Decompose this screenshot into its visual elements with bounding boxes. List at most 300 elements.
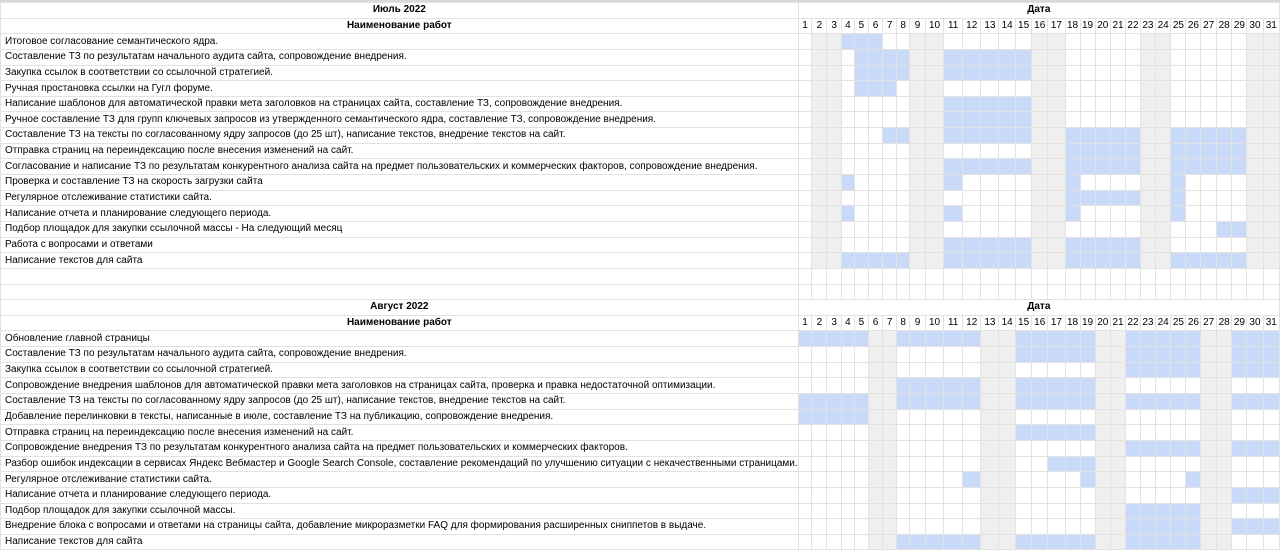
day-cell[interactable] [1048, 503, 1065, 519]
day-cell[interactable] [798, 206, 812, 222]
day-cell[interactable] [910, 112, 926, 128]
day-cell[interactable] [1247, 143, 1263, 159]
day-cell[interactable] [910, 425, 926, 441]
day-cell[interactable] [1048, 237, 1065, 253]
day-cell[interactable] [1201, 440, 1217, 456]
scheduled-day-cell[interactable] [999, 237, 1016, 253]
scheduled-day-cell[interactable] [1247, 487, 1263, 503]
empty-cell[interactable] [981, 268, 999, 284]
day-cell[interactable] [999, 331, 1016, 347]
day-cell[interactable] [897, 34, 910, 50]
day-cell[interactable] [1032, 237, 1048, 253]
day-cell[interactable] [1263, 378, 1279, 394]
scheduled-day-cell[interactable] [1048, 394, 1065, 410]
day-cell[interactable] [1263, 409, 1279, 425]
day-cell[interactable] [1263, 190, 1279, 206]
day-cell[interactable] [1140, 487, 1155, 503]
day-cell[interactable] [1095, 112, 1111, 128]
day-cell[interactable] [1032, 159, 1048, 175]
scheduled-day-cell[interactable] [981, 253, 999, 269]
scheduled-day-cell[interactable] [1016, 331, 1032, 347]
day-cell[interactable] [798, 519, 812, 535]
day-cell[interactable] [827, 347, 841, 363]
day-cell[interactable] [1232, 49, 1247, 65]
day-cell[interactable] [798, 221, 812, 237]
day-cell[interactable] [999, 503, 1016, 519]
day-cell[interactable] [1201, 190, 1217, 206]
day-header[interactable]: 20 [1095, 18, 1111, 34]
task-name[interactable]: Написание текстов для сайта [1, 534, 799, 550]
day-cell[interactable] [883, 394, 897, 410]
day-header[interactable]: 5 [855, 18, 869, 34]
task-name-header[interactable]: Наименование работ [1, 18, 799, 34]
day-cell[interactable] [981, 143, 999, 159]
day-cell[interactable] [1111, 81, 1126, 97]
scheduled-day-cell[interactable] [1155, 503, 1171, 519]
scheduled-day-cell[interactable] [1140, 394, 1155, 410]
day-header[interactable]: 6 [868, 18, 882, 34]
day-cell[interactable] [1111, 112, 1126, 128]
day-cell[interactable] [1201, 409, 1217, 425]
scheduled-day-cell[interactable] [1032, 534, 1048, 550]
task-name[interactable]: Разбор ошибок индексации в сервисах Яндекс Вебмастер и Google Search Console, составление рекомендаций по улучшению ситуации с некачественными страницами. [1, 456, 799, 472]
task-name-header[interactable]: Наименование работ [1, 315, 799, 331]
day-cell[interactable] [944, 34, 963, 50]
day-cell[interactable] [812, 96, 827, 112]
day-cell[interactable] [925, 487, 943, 503]
day-header[interactable]: 7 [883, 315, 897, 331]
scheduled-day-cell[interactable] [1216, 221, 1232, 237]
scheduled-day-cell[interactable] [1080, 190, 1095, 206]
day-cell[interactable] [812, 190, 827, 206]
day-cell[interactable] [1032, 253, 1048, 269]
scheduled-day-cell[interactable] [1140, 362, 1155, 378]
day-cell[interactable] [841, 221, 854, 237]
day-cell[interactable] [1216, 96, 1232, 112]
day-cell[interactable] [1065, 362, 1080, 378]
scheduled-day-cell[interactable] [1140, 503, 1155, 519]
day-cell[interactable] [1111, 394, 1126, 410]
day-cell[interactable] [855, 347, 869, 363]
scheduled-day-cell[interactable] [981, 128, 999, 144]
scheduled-day-cell[interactable] [1171, 159, 1186, 175]
day-cell[interactable] [1126, 409, 1141, 425]
day-header[interactable]: 15 [1016, 18, 1032, 34]
scheduled-day-cell[interactable] [1186, 347, 1201, 363]
day-cell[interactable] [1095, 175, 1111, 191]
day-cell[interactable] [1048, 190, 1065, 206]
scheduled-day-cell[interactable] [1111, 253, 1126, 269]
scheduled-day-cell[interactable] [1065, 456, 1080, 472]
day-cell[interactable] [868, 190, 882, 206]
scheduled-day-cell[interactable] [1065, 175, 1080, 191]
scheduled-day-cell[interactable] [1080, 378, 1095, 394]
scheduled-day-cell[interactable] [1171, 143, 1186, 159]
day-cell[interactable] [1048, 81, 1065, 97]
task-name[interactable]: Написание шаблонов для автоматической правки мета заголовков на страницах сайта, составление ТЗ, сопровождение внедрения. [1, 96, 799, 112]
day-cell[interactable] [910, 175, 926, 191]
day-cell[interactable] [855, 472, 869, 488]
task-name[interactable]: Ручная простановка ссылки на Гугл форуме. [1, 81, 799, 97]
day-cell[interactable] [1126, 221, 1141, 237]
day-cell[interactable] [944, 347, 963, 363]
day-cell[interactable] [1095, 409, 1111, 425]
day-cell[interactable] [963, 440, 981, 456]
day-cell[interactable] [812, 221, 827, 237]
day-cell[interactable] [897, 362, 910, 378]
day-cell[interactable] [1232, 378, 1247, 394]
day-cell[interactable] [1032, 65, 1048, 81]
day-cell[interactable] [1247, 237, 1263, 253]
day-cell[interactable] [812, 440, 827, 456]
day-cell[interactable] [963, 425, 981, 441]
scheduled-day-cell[interactable] [1247, 440, 1263, 456]
day-cell[interactable] [1111, 331, 1126, 347]
empty-cell[interactable] [1232, 268, 1247, 284]
empty-cell[interactable] [1095, 268, 1111, 284]
day-cell[interactable] [1048, 112, 1065, 128]
day-cell[interactable] [925, 472, 943, 488]
day-cell[interactable] [1171, 425, 1186, 441]
scheduled-day-cell[interactable] [1048, 425, 1065, 441]
day-cell[interactable] [999, 519, 1016, 535]
day-cell[interactable] [1247, 81, 1263, 97]
day-cell[interactable] [1016, 362, 1032, 378]
day-cell[interactable] [1247, 49, 1263, 65]
day-cell[interactable] [812, 49, 827, 65]
empty-cell[interactable] [1065, 268, 1080, 284]
day-cell[interactable] [1111, 347, 1126, 363]
day-cell[interactable] [868, 331, 882, 347]
day-cell[interactable] [1232, 409, 1247, 425]
day-cell[interactable] [1111, 456, 1126, 472]
day-cell[interactable] [1140, 472, 1155, 488]
day-cell[interactable] [1263, 221, 1279, 237]
day-cell[interactable] [963, 487, 981, 503]
day-cell[interactable] [1016, 487, 1032, 503]
day-cell[interactable] [897, 487, 910, 503]
scheduled-day-cell[interactable] [1186, 472, 1201, 488]
day-cell[interactable] [1263, 128, 1279, 144]
day-cell[interactable] [1032, 143, 1048, 159]
day-cell[interactable] [1048, 175, 1065, 191]
day-cell[interactable] [1016, 34, 1032, 50]
day-cell[interactable] [1111, 96, 1126, 112]
day-cell[interactable] [1048, 519, 1065, 535]
day-cell[interactable] [841, 362, 854, 378]
day-cell[interactable] [897, 472, 910, 488]
day-cell[interactable] [1048, 362, 1065, 378]
day-cell[interactable] [925, 65, 943, 81]
day-cell[interactable] [883, 503, 897, 519]
day-cell[interactable] [1048, 96, 1065, 112]
day-cell[interactable] [1111, 487, 1126, 503]
scheduled-day-cell[interactable] [1171, 503, 1186, 519]
day-cell[interactable] [1111, 175, 1126, 191]
day-cell[interactable] [1126, 487, 1141, 503]
day-cell[interactable] [1065, 472, 1080, 488]
day-cell[interactable] [1247, 425, 1263, 441]
day-header[interactable]: 10 [925, 315, 943, 331]
day-header[interactable]: 23 [1140, 315, 1155, 331]
day-cell[interactable] [897, 347, 910, 363]
day-cell[interactable] [1048, 221, 1065, 237]
scheduled-day-cell[interactable] [1032, 347, 1048, 363]
day-cell[interactable] [963, 409, 981, 425]
day-cell[interactable] [1065, 96, 1080, 112]
day-cell[interactable] [1095, 49, 1111, 65]
day-cell[interactable] [1095, 394, 1111, 410]
day-header[interactable]: 17 [1048, 18, 1065, 34]
scheduled-day-cell[interactable] [1126, 519, 1141, 535]
scheduled-day-cell[interactable] [1171, 394, 1186, 410]
day-cell[interactable] [868, 159, 882, 175]
day-cell[interactable] [1155, 206, 1171, 222]
day-cell[interactable] [999, 440, 1016, 456]
scheduled-day-cell[interactable] [999, 253, 1016, 269]
scheduled-day-cell[interactable] [963, 128, 981, 144]
scheduled-day-cell[interactable] [1016, 112, 1032, 128]
scheduled-day-cell[interactable] [1126, 331, 1141, 347]
day-cell[interactable] [910, 347, 926, 363]
day-cell[interactable] [1140, 49, 1155, 65]
scheduled-day-cell[interactable] [1065, 237, 1080, 253]
scheduled-day-cell[interactable] [981, 112, 999, 128]
scheduled-day-cell[interactable] [868, 34, 882, 50]
scheduled-day-cell[interactable] [1126, 128, 1141, 144]
day-cell[interactable] [868, 472, 882, 488]
day-cell[interactable] [897, 503, 910, 519]
scheduled-day-cell[interactable] [1065, 331, 1080, 347]
day-cell[interactable] [868, 394, 882, 410]
empty-cell[interactable] [883, 268, 897, 284]
day-cell[interactable] [1095, 519, 1111, 535]
scheduled-day-cell[interactable] [1155, 331, 1171, 347]
day-cell[interactable] [1111, 519, 1126, 535]
scheduled-day-cell[interactable] [963, 534, 981, 550]
day-cell[interactable] [1171, 221, 1186, 237]
day-cell[interactable] [1048, 440, 1065, 456]
day-cell[interactable] [944, 190, 963, 206]
day-cell[interactable] [883, 159, 897, 175]
day-cell[interactable] [1201, 49, 1217, 65]
scheduled-day-cell[interactable] [1126, 237, 1141, 253]
scheduled-day-cell[interactable] [944, 175, 963, 191]
day-cell[interactable] [812, 503, 827, 519]
day-cell[interactable] [1095, 362, 1111, 378]
day-cell[interactable] [1171, 112, 1186, 128]
scheduled-day-cell[interactable] [1216, 128, 1232, 144]
day-cell[interactable] [1032, 503, 1048, 519]
empty-cell[interactable] [812, 268, 827, 284]
day-cell[interactable] [1201, 206, 1217, 222]
day-cell[interactable] [981, 472, 999, 488]
day-cell[interactable] [841, 143, 854, 159]
scheduled-day-cell[interactable] [1186, 519, 1201, 535]
scheduled-day-cell[interactable] [1171, 534, 1186, 550]
scheduled-day-cell[interactable] [855, 394, 869, 410]
day-header[interactable]: 23 [1140, 18, 1155, 34]
day-cell[interactable] [812, 143, 827, 159]
day-cell[interactable] [910, 503, 926, 519]
day-header[interactable]: 13 [981, 18, 999, 34]
scheduled-day-cell[interactable] [897, 331, 910, 347]
scheduled-day-cell[interactable] [1126, 190, 1141, 206]
day-cell[interactable] [1216, 206, 1232, 222]
day-cell[interactable] [1263, 49, 1279, 65]
scheduled-day-cell[interactable] [841, 206, 854, 222]
day-cell[interactable] [827, 190, 841, 206]
scheduled-day-cell[interactable] [944, 237, 963, 253]
scheduled-day-cell[interactable] [944, 378, 963, 394]
day-cell[interactable] [868, 378, 882, 394]
day-cell[interactable] [925, 128, 943, 144]
day-cell[interactable] [798, 34, 812, 50]
day-cell[interactable] [1155, 49, 1171, 65]
day-cell[interactable] [1247, 96, 1263, 112]
scheduled-day-cell[interactable] [1216, 253, 1232, 269]
day-cell[interactable] [1232, 534, 1247, 550]
day-cell[interactable] [883, 206, 897, 222]
day-cell[interactable] [1216, 175, 1232, 191]
scheduled-day-cell[interactable] [1111, 237, 1126, 253]
scheduled-day-cell[interactable] [1155, 519, 1171, 535]
day-cell[interactable] [1247, 128, 1263, 144]
day-header[interactable]: 18 [1065, 18, 1080, 34]
scheduled-day-cell[interactable] [1247, 519, 1263, 535]
scheduled-day-cell[interactable] [1126, 143, 1141, 159]
scheduled-day-cell[interactable] [963, 112, 981, 128]
task-name[interactable]: Регулярное отслеживание статистики сайта. [1, 190, 799, 206]
empty-cell[interactable] [883, 284, 897, 300]
day-cell[interactable] [897, 190, 910, 206]
day-cell[interactable] [812, 456, 827, 472]
scheduled-day-cell[interactable] [1186, 394, 1201, 410]
day-cell[interactable] [1095, 425, 1111, 441]
day-cell[interactable] [812, 362, 827, 378]
day-cell[interactable] [798, 253, 812, 269]
day-cell[interactable] [1216, 425, 1232, 441]
empty-cell[interactable] [925, 284, 943, 300]
scheduled-day-cell[interactable] [1032, 394, 1048, 410]
scheduled-day-cell[interactable] [944, 394, 963, 410]
day-cell[interactable] [841, 534, 854, 550]
day-cell[interactable] [1201, 175, 1217, 191]
day-cell[interactable] [827, 206, 841, 222]
empty-cell[interactable] [981, 284, 999, 300]
day-cell[interactable] [1216, 65, 1232, 81]
scheduled-day-cell[interactable] [1232, 143, 1247, 159]
scheduled-day-cell[interactable] [1140, 331, 1155, 347]
day-cell[interactable] [925, 112, 943, 128]
day-cell[interactable] [963, 206, 981, 222]
task-name[interactable]: Составление ТЗ по результатам начального аудита сайта, сопровождение внедрения. [1, 347, 799, 363]
day-cell[interactable] [944, 81, 963, 97]
day-cell[interactable] [1065, 112, 1080, 128]
task-name[interactable]: Закупка ссылок в соответствии со ссылочной стратегией. [1, 65, 799, 81]
scheduled-day-cell[interactable] [1140, 534, 1155, 550]
day-cell[interactable] [1201, 81, 1217, 97]
day-cell[interactable] [798, 378, 812, 394]
day-cell[interactable] [897, 81, 910, 97]
empty-cell[interactable] [963, 284, 981, 300]
day-cell[interactable] [1216, 519, 1232, 535]
scheduled-day-cell[interactable] [1016, 65, 1032, 81]
scheduled-day-cell[interactable] [1065, 143, 1080, 159]
task-name[interactable]: Написание текстов для сайта [1, 253, 799, 269]
scheduled-day-cell[interactable] [1095, 128, 1111, 144]
day-cell[interactable] [925, 519, 943, 535]
day-cell[interactable] [944, 221, 963, 237]
day-cell[interactable] [925, 143, 943, 159]
day-cell[interactable] [798, 159, 812, 175]
scheduled-day-cell[interactable] [897, 378, 910, 394]
day-cell[interactable] [925, 206, 943, 222]
scheduled-day-cell[interactable] [944, 159, 963, 175]
day-cell[interactable] [1016, 503, 1032, 519]
day-cell[interactable] [999, 221, 1016, 237]
day-cell[interactable] [1048, 487, 1065, 503]
task-name[interactable]: Сопровождение внедрения шаблонов для автоматической правки мета заголовков на страницах сайта, проверка и правка недостаточной оптимизации. [1, 378, 799, 394]
day-cell[interactable] [841, 472, 854, 488]
day-cell[interactable] [883, 237, 897, 253]
scheduled-day-cell[interactable] [1080, 128, 1095, 144]
scheduled-day-cell[interactable] [1263, 347, 1279, 363]
scheduled-day-cell[interactable] [827, 409, 841, 425]
scheduled-day-cell[interactable] [1201, 159, 1217, 175]
day-cell[interactable] [1201, 347, 1217, 363]
day-cell[interactable] [1126, 65, 1141, 81]
scheduled-day-cell[interactable] [1016, 159, 1032, 175]
day-cell[interactable] [812, 487, 827, 503]
scheduled-day-cell[interactable] [841, 409, 854, 425]
day-header[interactable]: 24 [1155, 18, 1171, 34]
day-header[interactable]: 2 [812, 315, 827, 331]
day-cell[interactable] [827, 519, 841, 535]
scheduled-day-cell[interactable] [925, 378, 943, 394]
empty-cell[interactable] [812, 284, 827, 300]
day-cell[interactable] [944, 143, 963, 159]
day-cell[interactable] [1032, 221, 1048, 237]
day-cell[interactable] [1080, 206, 1095, 222]
day-cell[interactable] [1126, 49, 1141, 65]
day-header[interactable]: 2 [812, 18, 827, 34]
day-cell[interactable] [1126, 112, 1141, 128]
day-cell[interactable] [868, 534, 882, 550]
scheduled-day-cell[interactable] [1095, 159, 1111, 175]
day-cell[interactable] [963, 347, 981, 363]
day-cell[interactable] [868, 519, 882, 535]
day-cell[interactable] [1201, 331, 1217, 347]
scheduled-day-cell[interactable] [1048, 347, 1065, 363]
day-cell[interactable] [1186, 221, 1201, 237]
day-cell[interactable] [1032, 128, 1048, 144]
empty-cell[interactable] [1186, 284, 1201, 300]
scheduled-day-cell[interactable] [1247, 362, 1263, 378]
task-name[interactable]: Написание отчета и планирование следующего периода. [1, 487, 799, 503]
task-name[interactable]: Проверка и составление ТЗ на скорость загрузки сайта [1, 175, 799, 191]
day-header[interactable]: 19 [1080, 315, 1095, 331]
day-cell[interactable] [868, 237, 882, 253]
scheduled-day-cell[interactable] [1080, 143, 1095, 159]
scheduled-day-cell[interactable] [1065, 378, 1080, 394]
day-cell[interactable] [1263, 472, 1279, 488]
scheduled-day-cell[interactable] [981, 159, 999, 175]
day-cell[interactable] [827, 503, 841, 519]
day-cell[interactable] [883, 378, 897, 394]
day-cell[interactable] [910, 96, 926, 112]
day-cell[interactable] [1016, 175, 1032, 191]
